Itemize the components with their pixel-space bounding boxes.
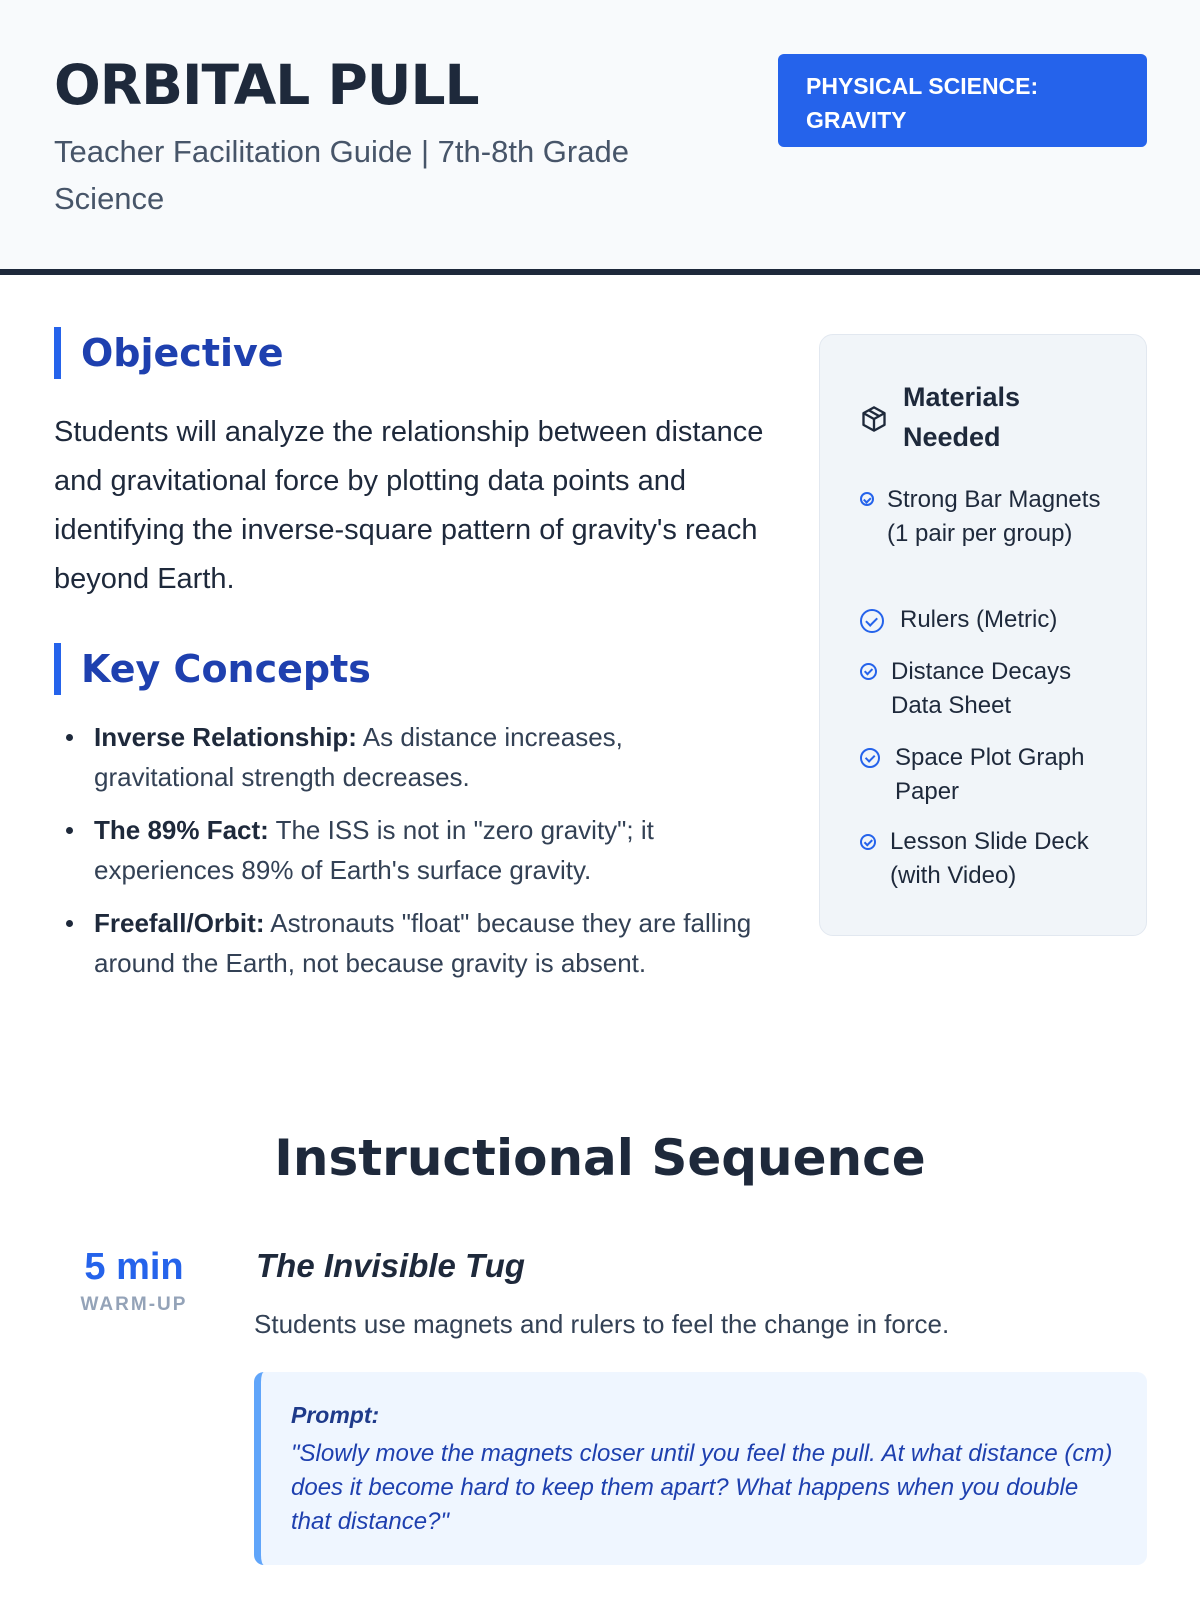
prompt-box	[254, 1372, 1147, 1565]
material-label: Rulers (Metric)	[900, 606, 1058, 633]
concept-term: Inverse Relationship:	[94, 722, 357, 752]
material-label: Space Plot Graph Paper	[895, 744, 1085, 805]
box-icon	[860, 405, 888, 433]
prompt-label: Prompt:	[291, 1402, 380, 1428]
concept-item	[94, 810, 754, 890]
materials-heading: Materials Needed	[903, 382, 1021, 452]
check-circle-icon	[860, 748, 880, 768]
concept-text: As distance increases, gravitational strength decreases.	[94, 722, 623, 792]
materials-card	[819, 334, 1147, 936]
step-phase: WARM-UP	[80, 1294, 188, 1315]
page-header	[0, 0, 1200, 275]
step-description: Students use magnets and rulers to feel the change in force.	[254, 1309, 950, 1339]
key-concepts-heading: Key Concepts	[54, 643, 371, 695]
objective-text: Students will analyze the relationship between distance and gravitational force by plotting data points and identifying the inverse-square pattern of gravity's reach beyond Earth.	[54, 416, 764, 595]
material-label: Strong Bar Magnets (1 pair per group)	[887, 486, 1101, 547]
concept-item	[94, 717, 754, 797]
concept-item	[94, 903, 754, 983]
page-subtitle: Teacher Facilitation Guide | 7th-8th Grade Science	[54, 134, 629, 216]
check-circle-icon	[860, 492, 874, 506]
step-title: The Invisible Tug	[256, 1247, 525, 1284]
concept-term: Freefall/Orbit:	[94, 908, 265, 938]
check-circle-icon	[860, 834, 876, 850]
sequence-heading: Instructional Sequence	[274, 1129, 926, 1187]
page-title: ORBITAL PULL	[54, 53, 479, 117]
prompt-text: "Slowly move the magnets closer until you feel the pull. At what distance (cm) does it become hard to keep them apart? What happens when you double that distance?"	[291, 1440, 1113, 1535]
material-label: Lesson Slide Deck (with Video)	[890, 828, 1089, 889]
concept-text: The ISS is not in "zero gravity"; it experiences 89% of Earth's surface gravity.	[94, 815, 654, 885]
concept-text: Astronauts "float" because they are falling around the Earth, not because gravity is absent.	[94, 908, 752, 978]
key-concepts-list	[94, 717, 754, 996]
step-duration: 5 min	[84, 1246, 184, 1288]
concept-term: The 89% Fact:	[94, 815, 269, 845]
check-circle-icon	[860, 609, 884, 633]
check-circle-icon	[860, 663, 877, 680]
objective-heading: Objective	[54, 327, 284, 379]
material-label: Distance Decays Data Sheet	[891, 658, 1072, 719]
subject-badge: PHYSICAL SCIENCE: GRAVITY	[778, 54, 1147, 147]
